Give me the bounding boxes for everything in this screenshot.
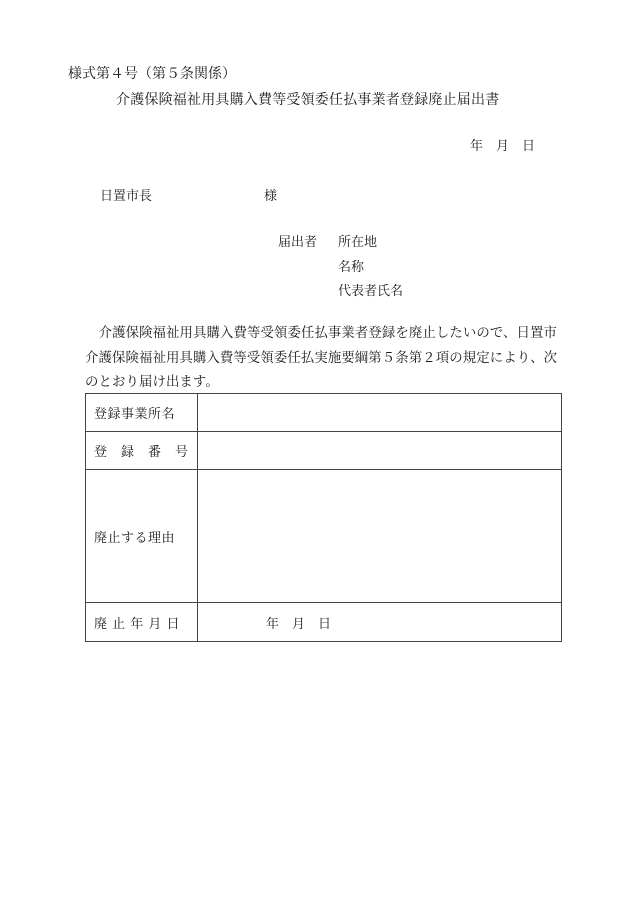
form-number: 様式第４号（第５条関係） [68,66,236,82]
notifier-label: 届出者 [278,235,318,250]
registration-table [85,393,562,642]
table-row [86,394,562,432]
notifier-address-label: 所在地 [338,235,378,250]
document-title: 介護保険福祉用具購入費等受領委任払事業者登録廃止届出書 [116,92,500,108]
abolition-reason-field[interactable] [198,470,562,603]
notifier-representative-label: 代表者氏名 [338,284,404,299]
abolition-reason-label: 廃止する理由 [86,470,198,603]
abolition-date-placeholder: 年 月 日 [266,616,332,632]
registration-number-label: 登 録 番 号 [86,432,198,470]
submission-date: 年 月 日 [470,139,536,154]
registration-number-field[interactable] [198,432,562,470]
table-row [86,603,562,642]
abolition-date-label: 廃 止 年 月 日 [86,603,198,642]
office-name-label: 登録事業所名 [86,394,198,432]
table-row [86,432,562,470]
body-paragraph: 介護保険福祉用具購入費等受領委任払事業者登録を廃止したいので、日置市介護保険福祉用具購入費等受領委任払実施要綱第５条第２項の規定により、次のとおり届け出ます。 [85,326,558,391]
addressee-honorific: 様 [264,189,278,204]
table-row [86,470,562,603]
notifier-name-label: 名称 [338,260,365,275]
office-name-field[interactable] [198,394,562,432]
abolition-date-field[interactable] [198,603,562,642]
addressee-name: 日置市長 [100,189,153,204]
